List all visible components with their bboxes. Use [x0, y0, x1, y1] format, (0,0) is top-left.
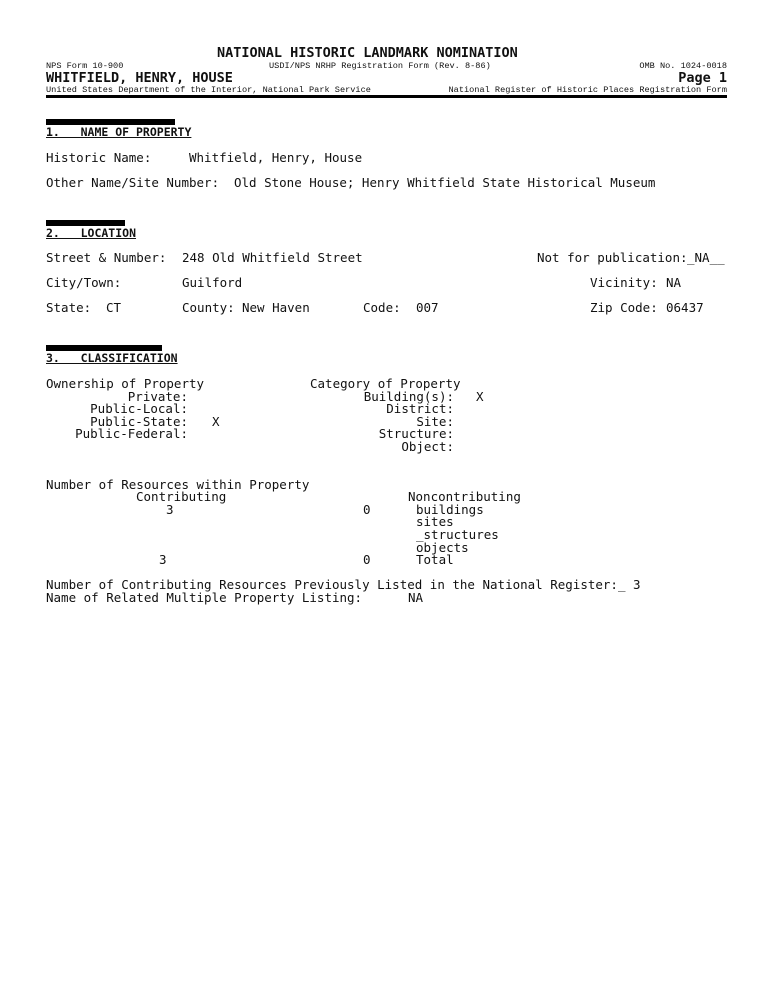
noncontributing-total: 0	[363, 552, 371, 567]
contributing-total: 3	[159, 552, 167, 567]
not-for-publication-label: Not for publication:	[537, 250, 688, 265]
contributing-header: Contributing	[136, 489, 227, 504]
ownership-public-state-mark: X	[212, 414, 220, 429]
ownership-public-federal-label: Public-Federal:	[75, 426, 188, 441]
register-label: National Register of Historic Places Registration Form	[448, 85, 727, 95]
department-label: United States Department of the Interior, National Park Service	[46, 85, 371, 95]
category-building-label: Building(s):	[363, 389, 454, 404]
street-value: 248 Old Whitfield Street	[182, 250, 363, 265]
street-label: Street & Number:	[46, 250, 167, 265]
city-value: Guilford	[182, 275, 243, 290]
form-title: NATIONAL HISTORIC LANDMARK NOMINATION	[217, 45, 518, 61]
zip-label: Zip Code:	[590, 300, 658, 315]
ownership-title: Ownership of Property	[46, 376, 205, 391]
zip-value: 06437	[666, 300, 704, 315]
page-number: Page 1	[678, 70, 727, 86]
header-rule	[46, 95, 727, 98]
category-title: Category of Property	[310, 376, 461, 391]
category-district-label: District:	[386, 401, 454, 416]
multiple-property-listing-label: Name of Related Multiple Property Listing:	[46, 590, 363, 605]
county-value: New Haven	[242, 300, 310, 315]
category-building-mark: X	[476, 389, 484, 404]
ownership-public-state-label: Public-State:	[90, 414, 188, 429]
resource-type-structures: _structures	[416, 527, 499, 542]
previously-listed-value: 3	[633, 577, 641, 592]
section2-heading: 2. LOCATION	[46, 226, 137, 240]
category-site-label: Site:	[416, 414, 454, 429]
vicinity-value: NA	[666, 275, 682, 290]
resource-type-objects: objects	[416, 540, 469, 555]
resource-type-sites: sites	[416, 514, 454, 529]
vicinity-label: Vicinity:	[590, 275, 658, 290]
county-label: County:	[182, 300, 235, 315]
ownership-public-local-label: Public-Local:	[90, 401, 188, 416]
code-value: 007	[416, 300, 439, 315]
multiple-property-listing-value: NA	[408, 590, 424, 605]
category-structure-label: Structure:	[378, 426, 454, 441]
not-for-publication-value: _NA__	[687, 250, 725, 265]
resource-type-buildings: buildings	[416, 502, 484, 517]
registration-form-label: USDI/NPS NRHP Registration Form (Rev. 8-86)	[269, 61, 491, 71]
category-object-label: Object:	[401, 439, 454, 454]
section1-heading: 1. NAME OF PROPERTY	[46, 125, 192, 139]
code-label: Code:	[363, 300, 401, 315]
form-number: NPS Form 10-900	[46, 61, 124, 71]
omb-number: OMB No. 1024-0018	[639, 61, 727, 71]
previously-listed-label: Number of Contributing Resources Previously Listed in the National Register:_	[46, 577, 626, 592]
ownership-private-label: Private:	[127, 389, 188, 404]
resources-title: Number of Resources within Property	[46, 477, 310, 492]
section3-heading: 3. CLASSIFICATION	[46, 351, 178, 365]
historic-name-label: Historic Name:	[46, 150, 152, 165]
contributing-buildings: 3	[166, 502, 174, 517]
noncontributing-header: Noncontributing	[408, 489, 521, 504]
resource-type-total: Total	[416, 552, 454, 567]
state-value: CT	[106, 300, 122, 315]
state-label: State:	[46, 300, 92, 315]
other-name-label: Other Name/Site Number:	[46, 175, 220, 190]
noncontributing-buildings: 0	[363, 502, 371, 517]
property-name-header: WHITFIELD, HENRY, HOUSE	[46, 70, 233, 86]
other-name-value: Old Stone House; Henry Whitfield State Historical Museum	[234, 175, 656, 190]
historic-name-value: Whitfield, Henry, House	[189, 150, 363, 165]
city-label: City/Town:	[46, 275, 122, 290]
